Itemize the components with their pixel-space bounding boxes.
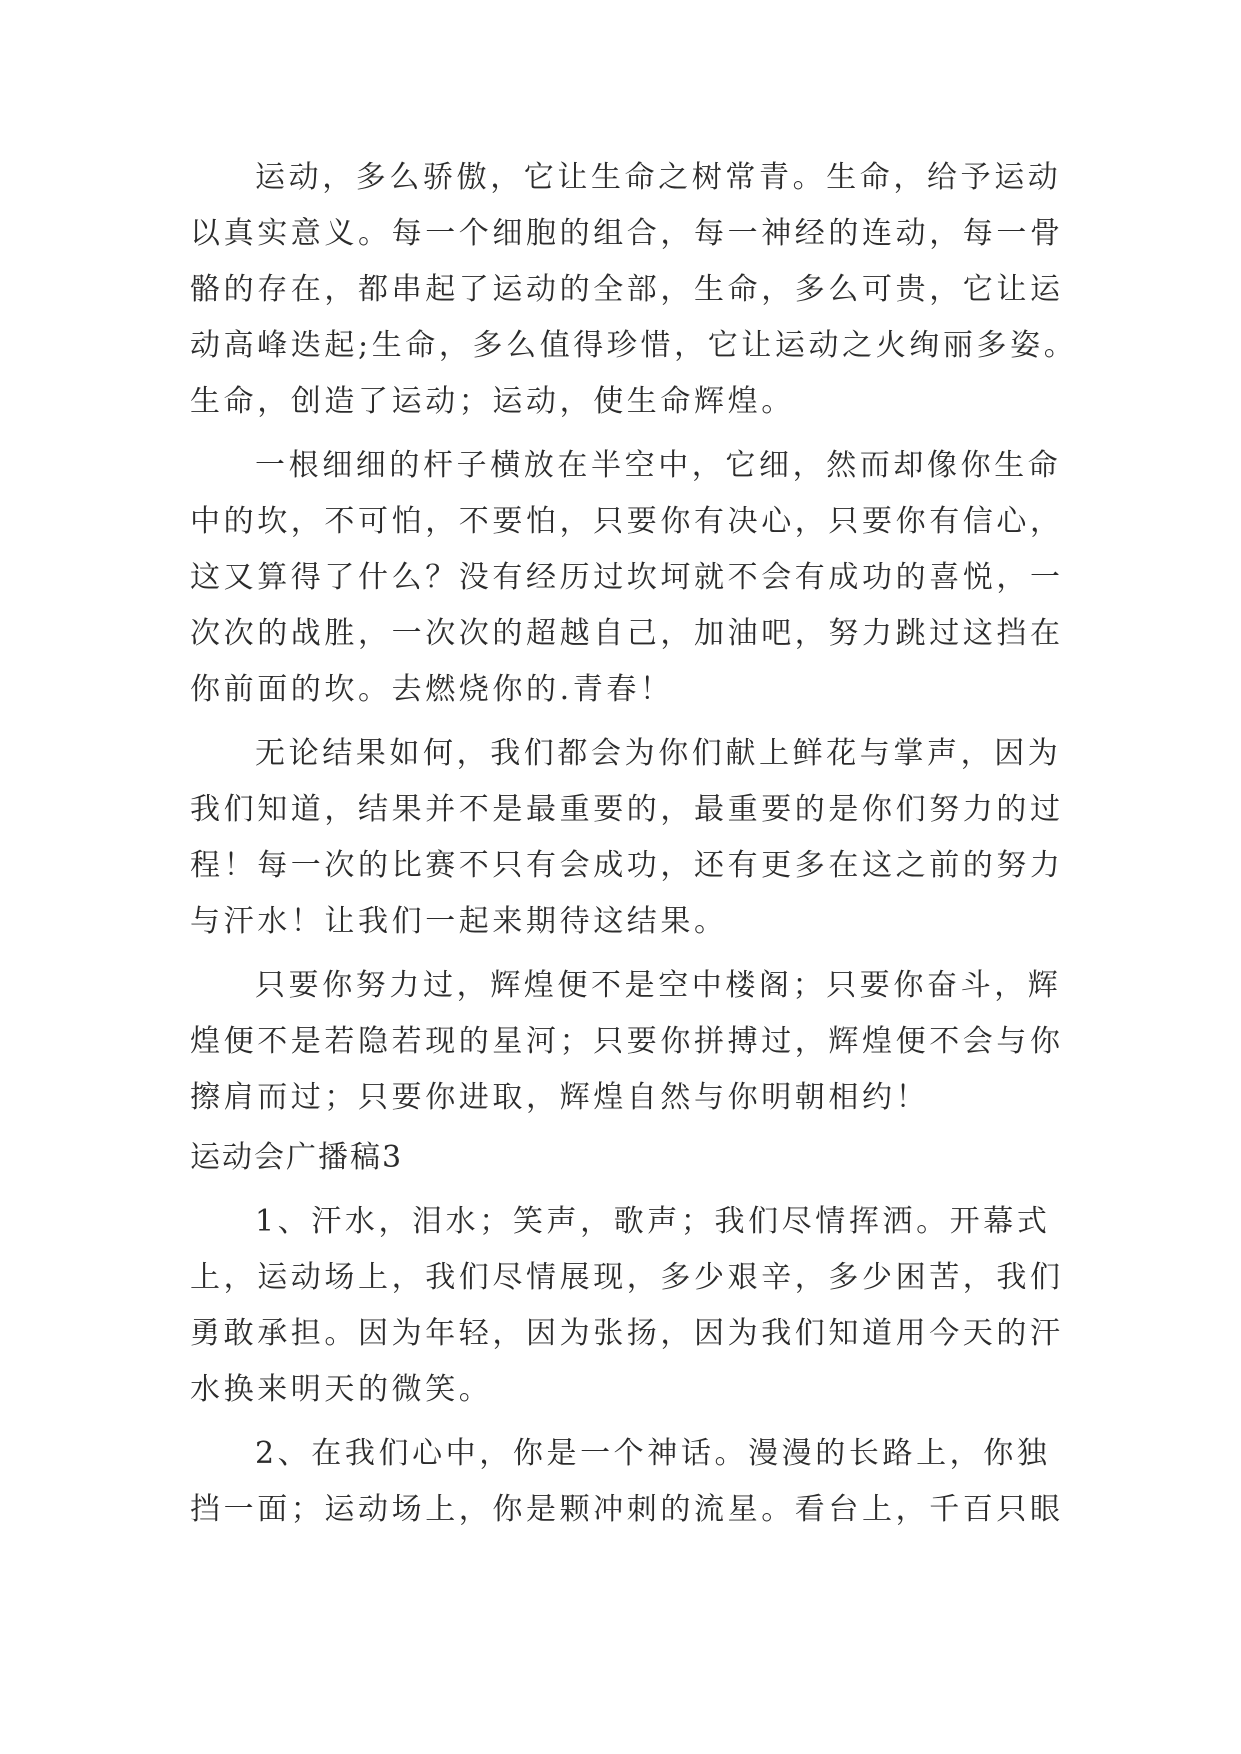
paragraph-1-line-1: 运动，多么骄傲，它让生命之树常青。生命，给予运动 [255,160,1062,195]
paragraph-2-line-3: 这又算得了什么？没有经历过坎坷就不会有成功的喜悦，一 [190,560,1064,595]
paragraph-1-line-2: 以真实意义。每一个细胞的组合，每一神经的连动，每一骨 [190,216,1064,251]
paragraph-2-line-5: 你前面的坎。去燃烧你的.青春！ [190,672,674,707]
paragraph-1-line-5: 生命，创造了运动；运动，使生命辉煌。 [190,384,795,419]
paragraph-1-line-3: 骼的存在，都串起了运动的全部，生命，多么可贵，它让运 [190,272,1064,307]
paragraph-2-line-1: 一根细细的杆子横放在半空中，它细，然而却像你生命 [255,448,1062,483]
paragraph-1-line-4: 动高峰迭起;生命，多么值得珍惜，它让运动之火绚丽多姿。 [190,328,1078,363]
paragraph-2-line-4: 次次的战胜，一次次的超越自己，加油吧，努力跳过这挡在 [190,616,1064,651]
section-paragraph-1-line-1: 1、汗水，泪水；笑声，歌声；我们尽情挥洒。开幕式 [255,1204,1051,1239]
paragraph-2-line-2: 中的坎，不可怕，不要怕，只要你有决心，只要你有信心， [190,504,1064,539]
paragraph-4-line-2: 煌便不是若隐若现的星河；只要你拼搏过，辉煌便不会与你 [190,1024,1064,1059]
paragraph-4-line-1: 只要你努力过，辉煌便不是空中楼阁；只要你奋斗，辉 [255,968,1062,1003]
paragraph-3-line-4: 与汗水！让我们一起来期待这结果。 [190,904,728,939]
paragraph-3-line-3: 程！每一次的比赛不只有会成功，还有更多在这之前的努力 [190,848,1064,883]
section-paragraph-1-line-2: 上，运动场上，我们尽情展现，多少艰辛，多少困苦，我们 [190,1260,1064,1295]
paragraph-4-line-3: 擦肩而过；只要你进取，辉煌自然与你明朝相约！ [190,1080,930,1115]
section-paragraph-1-line-3: 勇敢承担。因为年轻，因为张扬，因为我们知道用今天的汗 [190,1316,1064,1351]
paragraph-3-line-2: 我们知道，结果并不是最重要的，最重要的是你们努力的过 [190,792,1064,827]
section-paragraph-1-line-4: 水换来明天的微笑。 [190,1372,493,1407]
section-paragraph-2-line-1: 2、在我们心中，你是一个神话。漫漫的长路上，你独 [255,1436,1051,1471]
section-paragraph-2-line-2: 挡一面；运动场上，你是颗冲刺的流星。看台上，千百只眼 [190,1492,1064,1527]
section-heading: 运动会广播稿3 [190,1140,404,1175]
paragraph-3-line-1: 无论结果如何，我们都会为你们献上鲜花与掌声，因为 [255,736,1062,771]
